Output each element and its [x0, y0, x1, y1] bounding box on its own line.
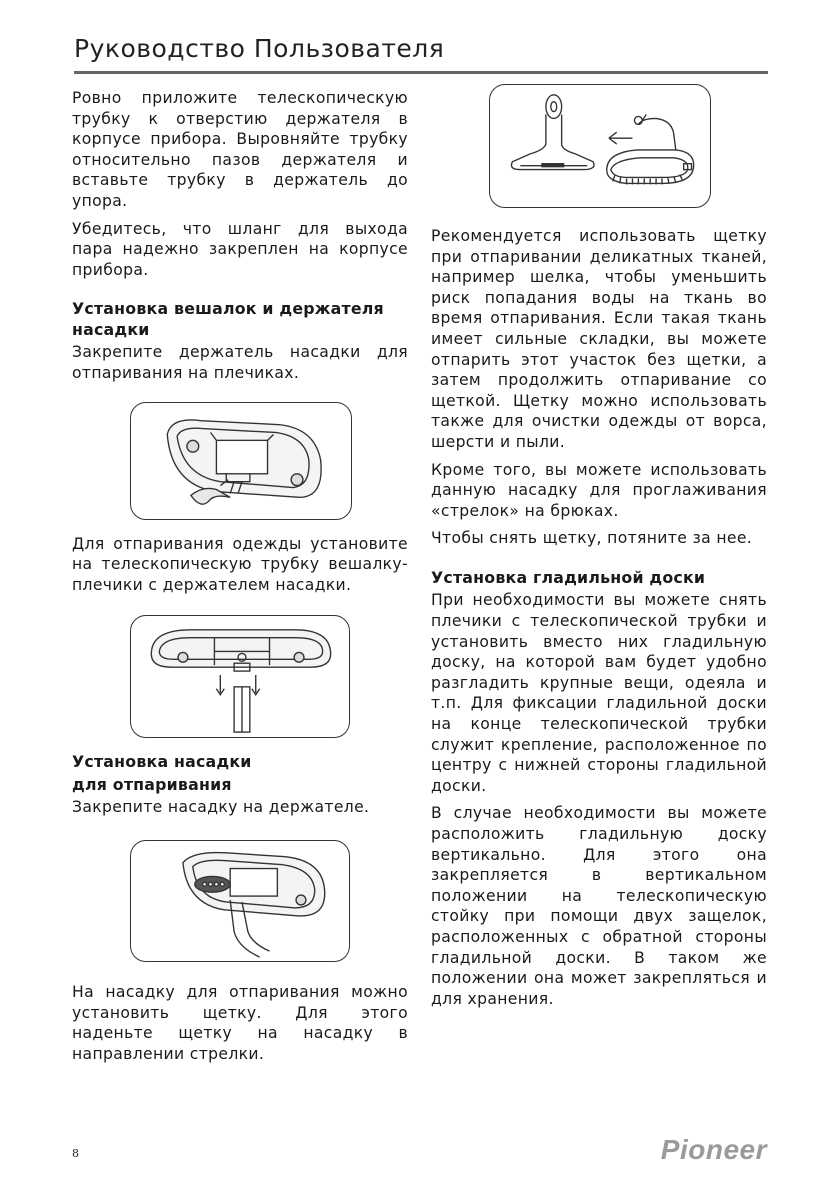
heading-ironing-board: Установка гладильной доски — [431, 567, 706, 587]
brush-attach-drawing — [490, 85, 710, 207]
heading-install-nozzle-1: Установка насадки — [72, 752, 252, 772]
right-paragraph-1: Рекомендуется использовать щетку при отпаривании деликатных тканей, например шелка, чтобы уменьшить риск попадания воды на ткань во время отпаривания. Если такая ткань имеет сильные складки, вы можете отпарить этот участок без щетки, а затем продолжить отпаривание со щеткой. Щетку можно использовать также для очистки одежды от ворса, шерсти и пыли. — [431, 227, 767, 451]
left-paragraph-6: На насадку для отпаривания можно установить щетку. Для этого наденьте щетку на насадку в направлении стрелки. — [72, 982, 408, 1063]
header-divider — [74, 71, 768, 74]
left-paragraph-5: Закрепите насадку на держателе. — [72, 798, 370, 817]
page-number: 8 — [72, 1147, 79, 1160]
heading-install-nozzle-2: для отпаривания — [72, 774, 232, 794]
right-column — [431, 88, 767, 1016]
left-column — [72, 88, 408, 1071]
left-paragraph-2: Убедитесь, что шланг для выхода пара надежно закреплен на корпусе прибора. — [72, 219, 408, 279]
left-paragraph-4: Для отпаривания одежды установите на телескопическую трубку вешалку-плечики с держателем насадки. — [72, 534, 408, 594]
brush-attach-illustration — [489, 84, 711, 208]
left-paragraph-3: Закрепите держатель насадки для отпаривания на плечиках. — [72, 343, 408, 382]
right-paragraph-2: Кроме того, вы можете использовать данную насадку для проглаживания «стрелок» на брюках. — [431, 460, 767, 520]
hanger-holder-drawing — [131, 403, 351, 519]
right-paragraph-5: В случае необходимости вы можете расположить гладильную доску вертикально. Для этого она закрепляется в вертикальном положении на телескопическую стойку при помощи двух защелок, расположенных с обратной стороны гладильной доски. В таком же положении она может закрепляться и для хранения. — [431, 804, 767, 1008]
heading-hangers-holder: Установка вешалок и держателя насадки — [72, 299, 384, 339]
brand-logo: Pioneer — [660, 1134, 767, 1165]
hanger-holder-illustration — [130, 402, 352, 520]
right-paragraph-3: Чтобы снять щетку, потяните за нее. — [431, 529, 753, 548]
hanger-on-tube-drawing — [131, 616, 349, 737]
nozzle-on-holder-illustration — [130, 840, 350, 962]
left-paragraph-1: Ровно приложите телескопическую трубку к отверстию держателя в корпусе прибора. Выровняйте трубку относительно пазов держателя и вставьте трубку в держатель до упора. — [72, 89, 408, 210]
page-title: Руководство Пользователя — [74, 34, 445, 63]
right-paragraph-4: При необходимости вы можете снять плечики с телескопической трубки и установить вместо них гладильную доску, на которой вам будет удобно разгладить крупные вещи, одеяла и т.п. Для фиксации гладильной доски на конце телескопической трубки служит крепление, расположенное по центру с нижней стороны гладильной доски. — [431, 591, 767, 795]
hanger-on-tube-illustration — [130, 615, 350, 738]
nozzle-on-holder-drawing — [131, 841, 349, 961]
